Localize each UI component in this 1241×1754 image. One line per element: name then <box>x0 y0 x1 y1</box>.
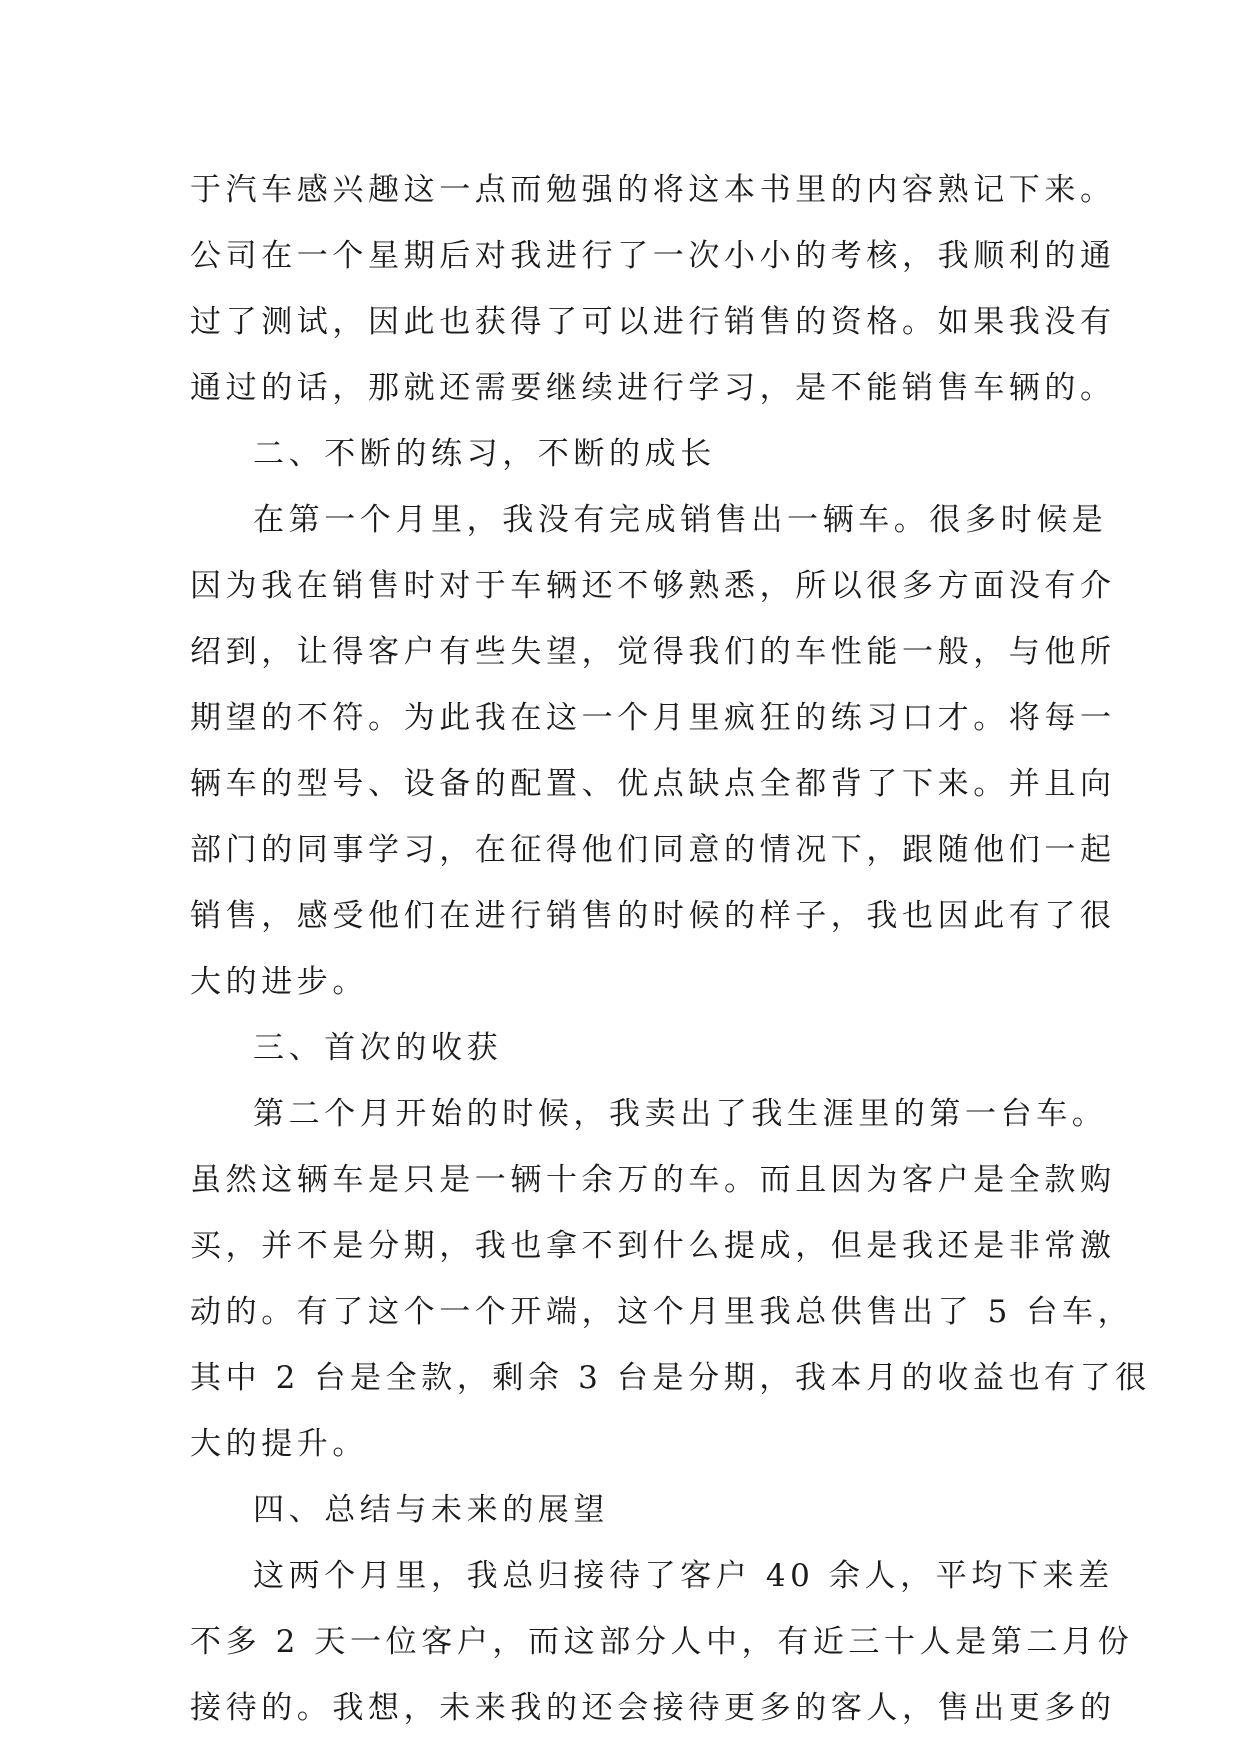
text-line: 绍到，让得客户有些失望，觉得我们的车性能一般，与他所 <box>190 634 1116 670</box>
text-line: 期望的不符。为此我在这一个月里疯狂的练习口才。将每一 <box>190 700 1116 736</box>
text-line: 不多 2 天一位客户，而这部分人中，有近三十人是第二月份 <box>190 1624 1134 1660</box>
section-heading-4: 四、总结与未来的展望 <box>253 1492 609 1528</box>
text-line: 虽然这辆车是只是一辆十余万的车。而且因为客户是全款购 <box>190 1162 1116 1198</box>
text-line: 公司在一个星期后对我进行了一次小小的考核，我顺利的通 <box>190 238 1116 274</box>
text-line: 辆车的型号、设备的配置、优点缺点全都背了下来。并且向 <box>190 766 1116 802</box>
text-line: 其中 2 台是全款，剩余 3 台是分期，我本月的收益也有了很 <box>190 1360 1151 1396</box>
text-line: 大的进步。 <box>190 964 368 1000</box>
text-line: 部门的同事学习，在征得他们同意的情况下，跟随他们一起 <box>190 832 1116 868</box>
text-line: 过了测试，因此也获得了可以进行销售的资格。如果我没有 <box>190 304 1116 340</box>
paragraph-start: 在第一个月里，我没有完成销售出一辆车。很多时候是 <box>253 502 1108 538</box>
section-heading-2: 二、不断的练习，不断的成长 <box>253 436 716 472</box>
text-line: 接待的。我想，未来我的还会接待更多的客人，售出更多的 <box>190 1690 1116 1726</box>
text-line: 大的提升。 <box>190 1426 368 1462</box>
text-line: 通过的话，那就还需要继续进行学习，是不能销售车辆的。 <box>190 370 1116 406</box>
text-line: 销售，感受他们在进行销售的时候的样子，我也因此有了很 <box>190 898 1116 934</box>
text-line: 动的。有了这个一个开端，这个月里我总供售出了 5 台车， <box>190 1294 1134 1330</box>
body-text <box>190 157 1151 1741</box>
paragraph-start: 这两个月里，我总归接待了客户 40 余人，平均下来差 <box>253 1558 1114 1594</box>
text-line: 买，并不是分期，我也拿不到什么提成，但是我还是非常激 <box>190 1228 1116 1264</box>
text-line: 因为我在销售时对于车辆还不够熟悉，所以很多方面没有介 <box>190 568 1116 604</box>
section-heading-3: 三、首次的收获 <box>253 1030 503 1066</box>
text-line: 于汽车感兴趣这一点而勉强的将这本书里的内容熟记下来。 <box>190 172 1116 208</box>
paragraph-start: 第二个月开始的时候，我卖出了我生涯里的第一台车。 <box>253 1096 1108 1132</box>
